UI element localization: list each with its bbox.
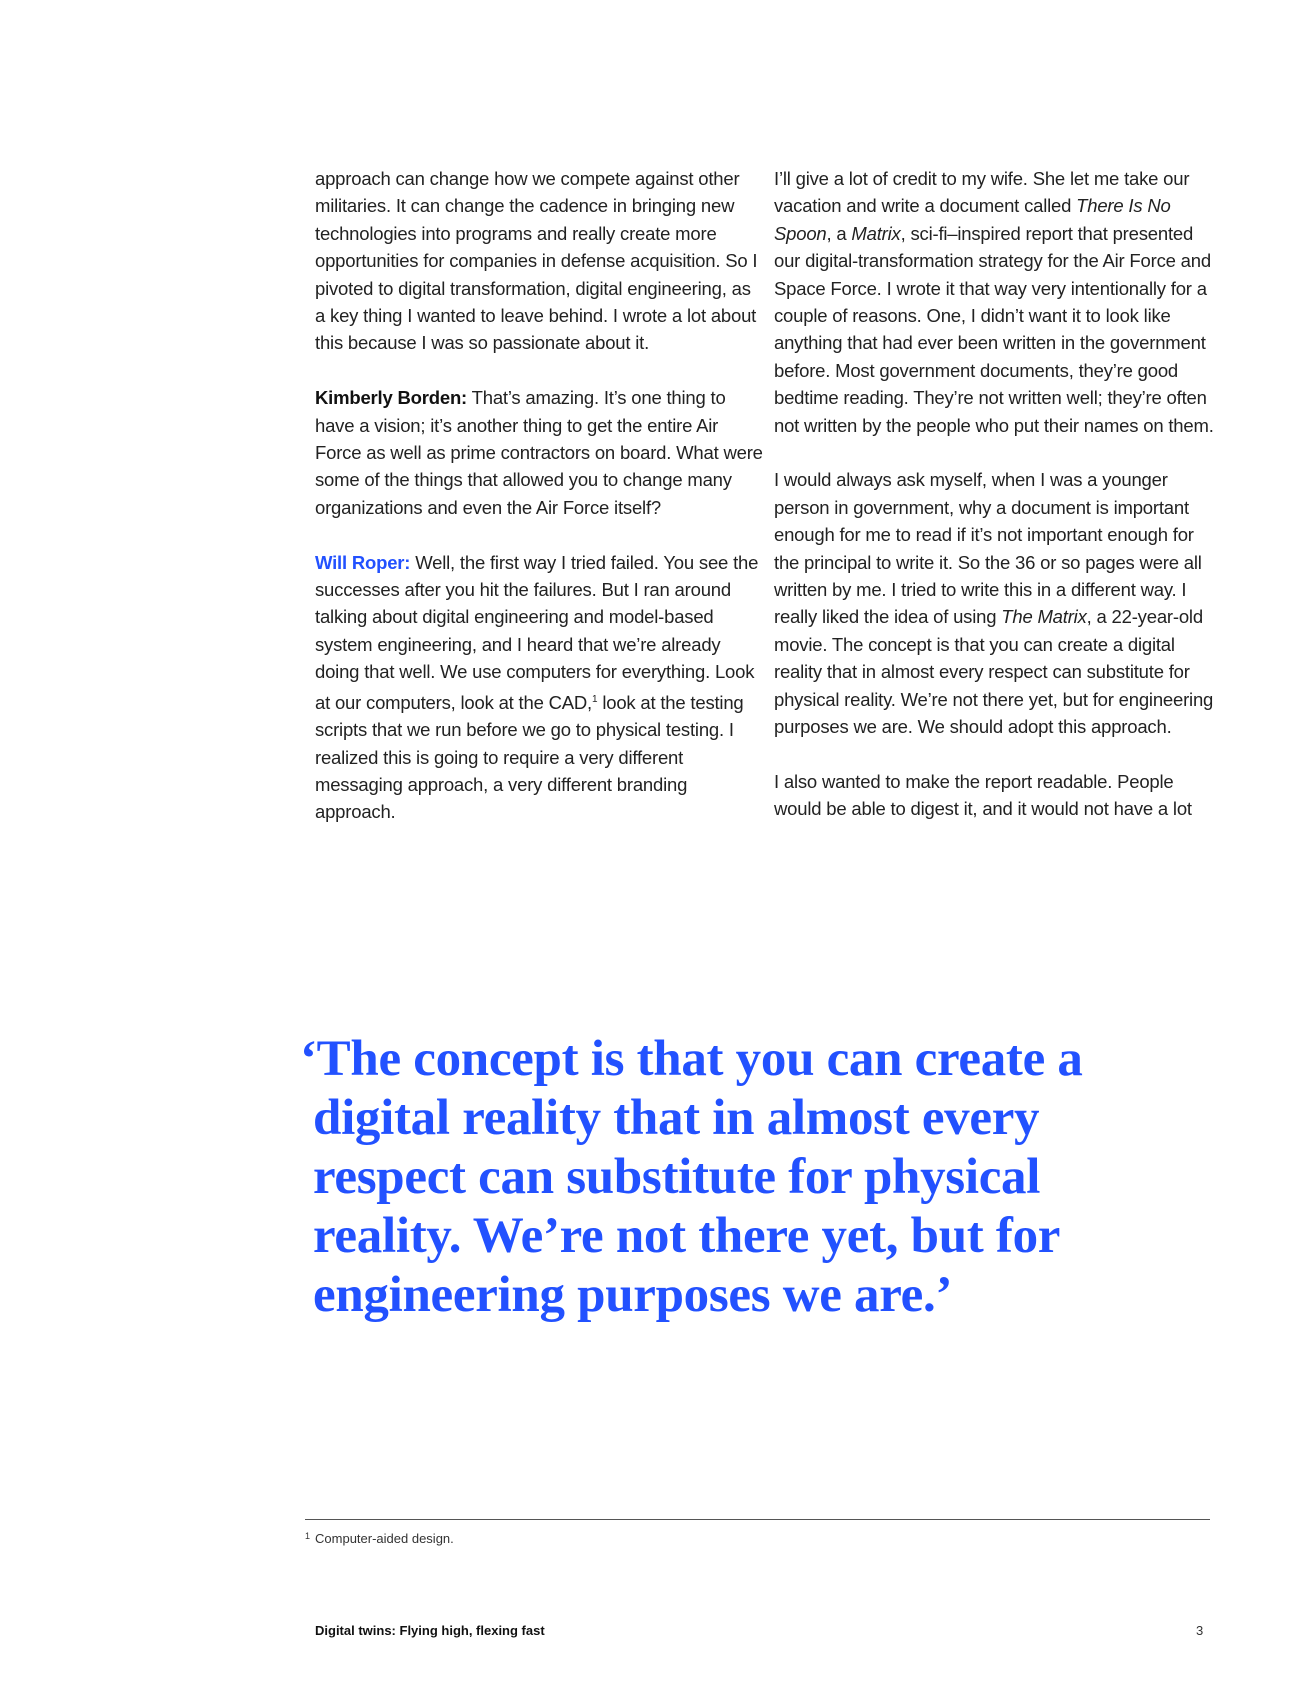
footnote [305, 1527, 454, 1548]
left-paragraph-1 [315, 165, 765, 357]
right-paragraph-2-text-a: I would always ask myself, when I was a younger person in government, why a document is important enough for me to read if it’s not important enough for the principal to write it. So the 36 or so pages were all written by me. I tried to write this in a different way. I really liked the idea of using [774, 469, 1202, 628]
left-paragraph-2-text: That’s amazing. It’s one thing to have a vision; it’s another thing to get the entire Air Force as well as prime contractors on board. What were some of the things that allowed you to change many organizations and even the Air Force itself? [315, 387, 763, 518]
left-text-column [315, 165, 765, 853]
speaker-will-roper: Will Roper: [315, 551, 411, 573]
speaker-kimberly-borden: Kimberly Borden: [315, 387, 468, 409]
right-paragraph-1-text-c: , sci-fi–inspired report that presented our digital-transformation strategy for the Air Force and Space Force. I wrote it that way very intentionally for a couple of reasons. One, I didn’t want it to look like anything that had ever been written in the government before. Most government documents, they’re good bedtime reading. They’re not written well; they’re often not written by the people who put their names on them. [774, 222, 1214, 436]
right-paragraph-2-text-b: , a 22-year-old movie. The concept is that you can create a digital reality that in almost every respect can substitute for physical reality. We’re not there yet, but for engineering purposes we are. We should adopt this approach. [774, 606, 1214, 738]
right-paragraph-3 [774, 768, 1219, 823]
footnote-number: 1 [305, 1531, 311, 1541]
right-paragraph-1-text-b: , a [826, 222, 852, 244]
right-paragraph-3-text: I also wanted to make the report readable. People would be able to digest it, and it would not have a lot [774, 770, 1192, 820]
footer-document-title: Digital twins: Flying high, flexing fast [315, 1623, 545, 1638]
right-paragraph-2 [774, 466, 1219, 740]
left-paragraph-3-text-b: look at the testing scripts that we run before we go to physical testing. I realized this is going to require a very different messaging approach, a very different branding approach. [315, 691, 744, 823]
left-paragraph-3 [315, 549, 765, 826]
movie-title-the-matrix: The Matrix [1001, 606, 1087, 628]
footnote-divider [305, 1519, 1210, 1520]
report-title-there-is-no-spoon: There Is No Spoon [774, 195, 1171, 244]
left-paragraph-2 [315, 384, 765, 521]
left-paragraph-1-text: approach can change how we compete against other militaries. It can change the cadence in bringing new technologies into programs and really create more opportunities for companies in defense acquisition. So I pivoted to digital transformation, digital engineering, as a key thing I wanted to leave behind. I wrote a lot about this because I was so passionate about it. [315, 168, 758, 354]
pull-quote: ‘The concept is that you can create a digital reality that in almost every respect can substitute for physical reality. We’re not there yet, but for engineering purposes we are.’ [300, 1031, 1083, 1323]
footnote-ref[interactable]: 1 [592, 693, 598, 705]
right-paragraph-1-text-a: I’ll give a lot of credit to my wife. She let me take our vacation and write a document called [774, 168, 1190, 217]
left-paragraph-3-text-a: Well, the first way I tried failed. You see the successes after you hit the failures. But I ran around talking about digital engineering and model-based system engineering, and I heard that we’re already doing that well. We use computers for everything. Look at our computers, look at the CAD, [315, 551, 759, 713]
matrix-italic: Matrix [851, 222, 901, 244]
right-text-column [774, 165, 1219, 850]
footnote-text: Computer-aided design. [315, 1531, 454, 1546]
footer-page-number: 3 [1196, 1623, 1204, 1638]
right-paragraph-1 [774, 165, 1219, 439]
